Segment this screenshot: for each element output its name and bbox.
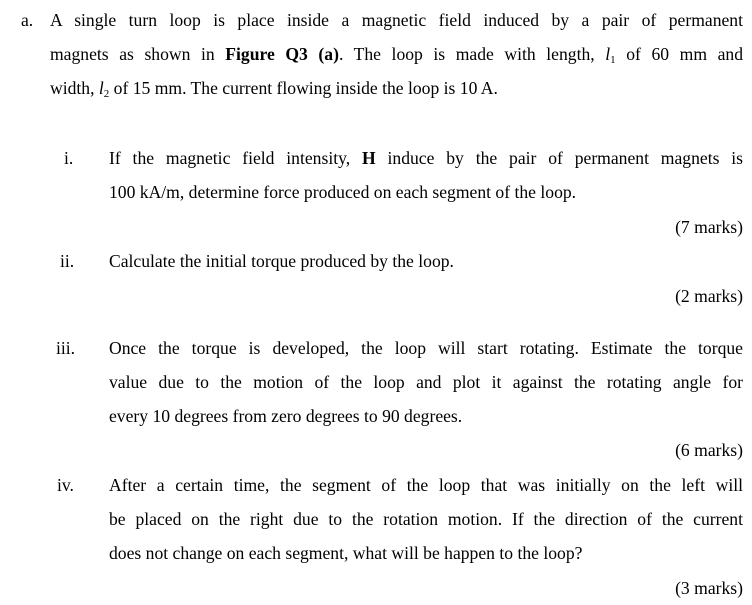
item-iii-line-1: Once the torque is developed, the loop will start rotating. Estimate the torque (109, 338, 743, 358)
item-iv-line-2: be placed on the right due to the rotation motion. If the direction of the current (109, 509, 743, 529)
intro-line-3-text-a: width, (50, 78, 99, 98)
item-iv-line-1: After a certain time, the segment of the loop that was initially on the left will (109, 475, 743, 495)
item-label-i: i. (64, 148, 74, 168)
width-subscript: 2 (103, 88, 110, 100)
question-label: a. (21, 10, 34, 30)
question-intro (50, 8, 743, 110)
intro-line-1-text: A single turn loop is place inside a magnetic field induced by a pair of permanent (50, 10, 743, 30)
item-ii-line-1: Calculate the initial torque produced by the loop. (109, 251, 454, 271)
length-subscript: 1 (610, 54, 616, 66)
item-i-line-2: 100 kA/m, determine force produced on each segment of the loop. (109, 182, 577, 202)
intro-line-2-text-c: of 60 mm and (615, 44, 743, 64)
item-iii-line-2: value due to the motion of the loop and plot it against the rotating angle for (109, 372, 743, 392)
field-intensity-symbol: H (362, 148, 376, 168)
item-ii-text (109, 249, 743, 283)
intro-line-2-text-a: magnets as shown in (50, 44, 226, 64)
item-i-line-1-text-a: If the magnetic field intensity, (109, 148, 362, 168)
figure-reference: Figure Q3 (a) (225, 44, 339, 64)
item-iii-text (109, 336, 743, 438)
intro-line-2 (50, 42, 743, 76)
item-i-text (109, 146, 743, 214)
item-i-line-1 (109, 146, 743, 180)
item-iv-line-3: does not change on each segment, what will be happen to the loop? (109, 543, 583, 563)
marks-item-iv: (3 marks) (675, 578, 743, 598)
item-label-iii: iii. (56, 338, 76, 358)
item-iii-line-3: every 10 degrees from zero degrees to 90 degrees. (109, 406, 463, 426)
intro-line-3 (50, 76, 743, 110)
marks-item-ii: (2 marks) (675, 286, 743, 306)
intro-line-2-text-b: . The loop is made with length, (338, 44, 606, 64)
item-label-ii: ii. (60, 251, 75, 271)
item-i-line-1-text-b: induce by the pair of permanent magnets is (375, 148, 744, 168)
marks-item-i: (7 marks) (675, 217, 743, 237)
item-label-iv: iv. (57, 475, 74, 495)
item-iv-text (109, 473, 743, 575)
marks-item-iii: (6 marks) (675, 440, 743, 460)
intro-line-1 (50, 8, 743, 42)
intro-line-3-text-b: of 15 mm. The current flowing inside the loop is 10 A. (109, 78, 498, 98)
length-variable: l (605, 44, 611, 64)
width-variable: l (98, 78, 104, 98)
